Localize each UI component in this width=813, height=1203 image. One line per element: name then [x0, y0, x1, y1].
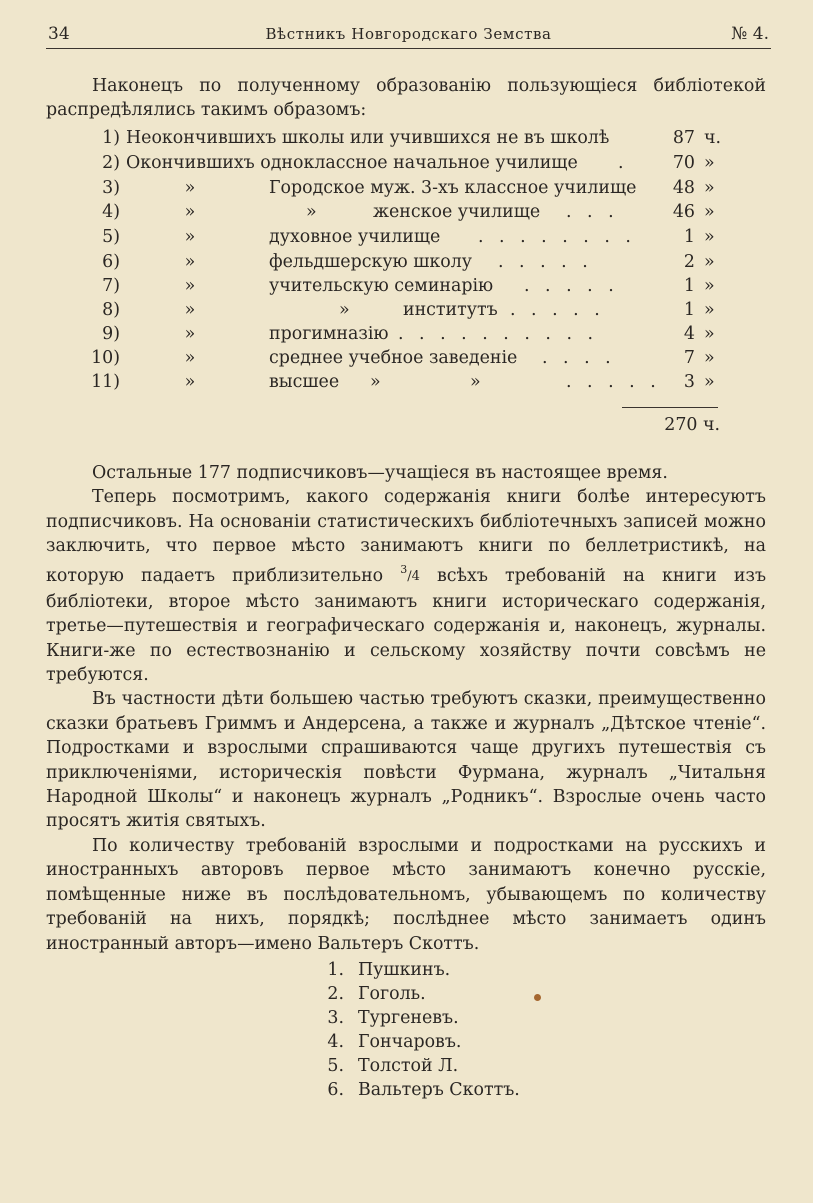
- table-total: 270 ч.: [664, 415, 720, 435]
- issue-number: № 4.: [731, 24, 769, 44]
- row-number: 3): [102, 178, 120, 198]
- intro-paragraph: Наконецъ по полученному образованію пользующіеся библіотекой распредѣлялись такимъ образомъ:: [46, 76, 766, 121]
- row-number: 8): [102, 300, 120, 320]
- row-description: Окончившихъ одноклассное начальное училище: [126, 153, 578, 173]
- row-unit: »: [704, 324, 715, 344]
- ditto-mark: »: [184, 202, 196, 222]
- ditto-mark: »: [184, 276, 196, 296]
- row-unit: »: [704, 178, 715, 198]
- table-row: [0, 300, 813, 324]
- fraction: [400, 565, 420, 585]
- row-leader-dots: . . . . .: [524, 276, 619, 296]
- row-number: 9): [102, 324, 120, 344]
- body-text: [46, 461, 766, 956]
- author-name: Вальтеръ Скоттъ.: [358, 1080, 520, 1100]
- author-name: Гончаровъ.: [358, 1032, 462, 1052]
- author-number: 3.: [327, 1008, 344, 1028]
- author-name: Тургеневъ.: [358, 1008, 459, 1028]
- author-number: 6.: [327, 1080, 344, 1100]
- row-leader-dots: . . . .: [542, 348, 616, 368]
- ditto-mark: »: [184, 227, 196, 247]
- inner-ditto-mark: »: [470, 372, 481, 392]
- row-unit: »: [704, 153, 715, 173]
- row-value: 1: [683, 276, 695, 296]
- table-row: [0, 128, 813, 152]
- list-item: [318, 1008, 618, 1032]
- table-row: [0, 276, 813, 300]
- author-name: Гоголь.: [358, 984, 426, 1004]
- row-value: 1: [683, 300, 695, 320]
- row-unit: »: [704, 276, 715, 296]
- ditto-mark: »: [184, 252, 196, 272]
- table-row: [0, 178, 813, 202]
- row-leader-dots: .: [618, 153, 629, 173]
- author-number: 1.: [327, 960, 344, 980]
- paragraph-2: [46, 485, 766, 687]
- fraction-numerator: 3: [400, 563, 408, 577]
- list-item: [318, 1032, 618, 1056]
- row-description: Городское муж. 3-хъ классное училище: [269, 178, 637, 198]
- row-number: 4): [102, 202, 120, 222]
- journal-title: Вѣстникъ Новгородскаго Земства: [265, 25, 552, 43]
- inner-ditto-mark: »: [306, 202, 317, 222]
- paragraph-2-part-b: всѣхъ требованій на книги изъ библіотеки, второе мѣсто занимаютъ книги историческаго содержанія, третье—путешествія и географическаго содержанія и, наконецъ, журналы. Книги-же по естествознанію и сельскому хозяйству почти совсѣмъ не требуются.: [46, 565, 767, 686]
- paragraph-4: По количеству требованій взрослыми и подростками на русскихъ и иностранныхъ авторовъ первое мѣсто занимаютъ конечно русскіе, помѣщенные ниже въ послѣдовательномъ, убывающемъ по количеству требованій на нихъ, порядкѣ; послѣднее мѣсто занимаетъ одинъ иностранный авторъ—имено Вальтеръ Скоттъ.: [46, 835, 766, 954]
- table-row: [0, 153, 813, 177]
- list-item: [318, 960, 618, 984]
- row-value: 1: [683, 227, 695, 247]
- row-value: 2: [683, 252, 695, 272]
- paragraph-2-part-a: Теперь посмотримъ, какого содержанія книги болѣе интересуютъ подписчиковъ. На основаніи статистическихъ библіотечныхъ записей можно заключить, что первое мѣсто занимаютъ книги по беллетристикѣ, на которую падаетъ приблизительно: [46, 487, 766, 586]
- row-description: фельдшерскую школу: [269, 252, 473, 272]
- row-number: 5): [102, 227, 120, 247]
- ditto-mark: »: [184, 178, 196, 198]
- row-leader-dots: . . . . .: [566, 372, 661, 392]
- row-value: 3: [683, 372, 695, 392]
- row-number: 11): [91, 372, 120, 392]
- author-number: 2.: [327, 984, 344, 1004]
- row-description: духовное училище: [269, 227, 441, 247]
- row-value: 4: [683, 324, 695, 344]
- row-number: 1): [102, 128, 120, 148]
- table-row: [0, 202, 813, 226]
- row-unit: »: [704, 227, 715, 247]
- paragraph-3: Въ частности дѣти большею частью требуютъ сказки, преимущественно сказки братьевъ Гриммъ и Андерсена, а также и журналъ „Дѣтское чтеніе“. Подростками и взрослыми спрашиваются чаще другихъ путешествія съ приключеніями, историческія повѣсти Фурмана, журналъ „Читальня Народной Школы“ и наконецъ журналъ „Родникъ“. Взрослые очень часто просятъ житія святыхъ.: [46, 689, 766, 832]
- inner-ditto-mark: »: [339, 300, 350, 320]
- ink-stain: [534, 994, 541, 1001]
- running-header: [48, 24, 769, 50]
- row-description: учительскую семинарію: [269, 276, 494, 296]
- row-number: 7): [102, 276, 120, 296]
- row-value: 87: [672, 128, 695, 148]
- list-item: [318, 1080, 618, 1104]
- row-unit: »: [704, 348, 715, 368]
- table-row: [0, 227, 813, 251]
- row-leader-dots: . . . . .: [510, 300, 605, 320]
- page-number: 34: [48, 24, 70, 44]
- author-name: Пушкинъ.: [358, 960, 451, 980]
- ditto-mark: »: [184, 324, 196, 344]
- row-description: высшее: [269, 372, 340, 392]
- row-value: 48: [672, 178, 695, 198]
- table-row: [0, 372, 813, 396]
- ditto-mark: »: [184, 348, 196, 368]
- row-description: Неокончившихъ школы или учившихся не въ школѣ: [126, 128, 610, 148]
- ditto-mark: »: [184, 300, 196, 320]
- row-description: институтъ: [403, 300, 498, 320]
- row-unit: »: [704, 300, 715, 320]
- fraction-denominator: /4: [407, 569, 420, 585]
- row-number: 2): [102, 153, 120, 173]
- row-value: 70: [672, 153, 695, 173]
- list-item: [318, 984, 618, 1008]
- intro-block: [46, 74, 766, 123]
- row-unit: »: [704, 252, 715, 272]
- table-row: [0, 348, 813, 372]
- row-number: 6): [102, 252, 120, 272]
- row-leader-dots: . . . . . . . .: [478, 227, 636, 247]
- table-row: [0, 324, 813, 348]
- ditto-mark: »: [184, 372, 196, 392]
- row-leader-dots: . . .: [566, 202, 619, 222]
- author-number: 4.: [327, 1032, 344, 1052]
- row-description: прогимназію: [269, 324, 389, 344]
- row-value: 46: [672, 202, 695, 222]
- row-leader-dots: . . . . . . . . . .: [398, 324, 599, 344]
- list-item: [318, 1056, 618, 1080]
- total-rule: [622, 407, 718, 408]
- inner-ditto-mark: »: [370, 372, 381, 392]
- author-name: Толстой Л.: [358, 1056, 459, 1076]
- row-description: среднее учебное заведеніе: [269, 348, 518, 368]
- paragraph-1: Остальные 177 подписчиковъ—учащіеся въ настоящее время.: [92, 463, 668, 483]
- author-number: 5.: [327, 1056, 344, 1076]
- row-description: женское училище: [373, 202, 541, 222]
- row-unit: »: [704, 372, 715, 392]
- header-rule: [46, 48, 771, 49]
- row-unit: ч.: [704, 128, 722, 148]
- row-unit: »: [704, 202, 715, 222]
- row-number: 10): [91, 348, 120, 368]
- table-row: [0, 252, 813, 276]
- row-leader-dots: . . . . .: [498, 252, 593, 272]
- row-value: 7: [683, 348, 695, 368]
